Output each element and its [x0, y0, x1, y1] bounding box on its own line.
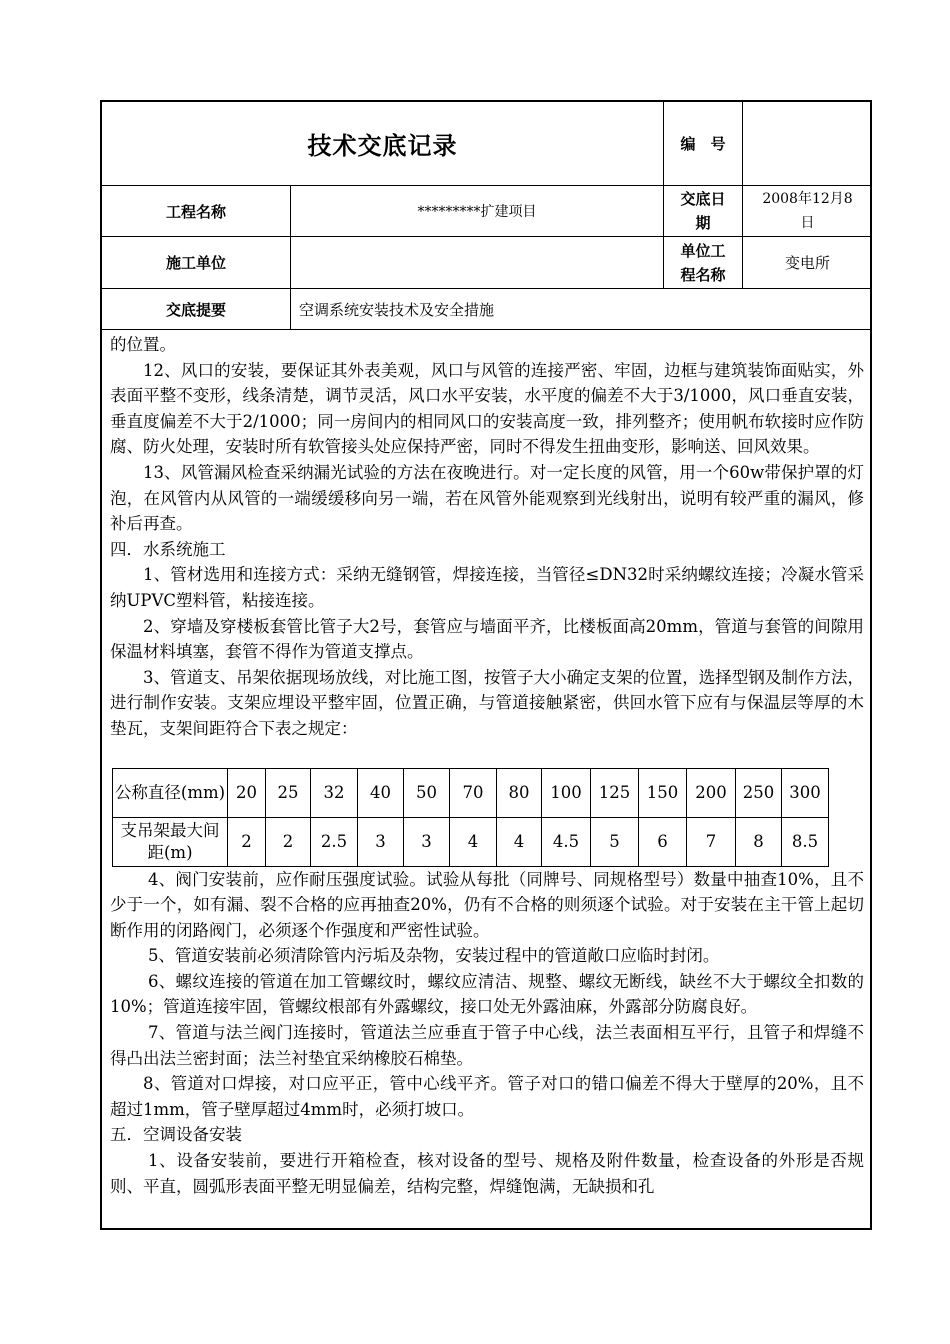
table-cell: 6: [639, 817, 687, 866]
unit-project-label: 单位工程名称: [680, 241, 726, 284]
paragraph: 8、管道对口焊接，对口应平正，管中心线平齐。管子对口的错口偏差不得大于壁厚的20%，且不超过1mm，管子壁厚超过4mm时，必须打坡口。: [110, 1074, 864, 1119]
table-header-cell: 公称直径(mm): [113, 768, 228, 817]
table-cell: 70: [450, 768, 497, 817]
paragraph: 的位置。: [110, 335, 176, 354]
table-cell: 20: [228, 768, 266, 817]
table-cell: 3: [404, 817, 450, 866]
paragraph: 1、管材选用和连接方式：采纳无缝钢管，焊接连接，当管径≤DN32时采纳螺纹连接；冷凝水管采纳UPVC塑料管，粘接连接。: [110, 565, 864, 610]
table-cell: 80: [497, 768, 542, 817]
date-label: 交底日期: [680, 190, 726, 232]
construction-unit-label: 施工单位: [165, 254, 226, 272]
table-row: [113, 768, 829, 817]
paragraph: 13、风管漏风检查采纳漏光试验的方法在夜晚进行。对一定长度的风管，用一个60w带保护罩的灯泡，在风管内从风管的一端缓缓移向另一端，若在风管外能观察到光线射出，说明有较严重的漏风，修补后再查。: [110, 462, 864, 534]
table-cell: 150: [639, 768, 687, 817]
section-heading: 五．空调设备安装: [110, 1125, 242, 1145]
paragraph: 2、穿墙及穿楼板套管比管子大2号，套管应与墙面平齐，比楼板面高20mm，管道与套管的间隙用保温材料填塞，套管不得作为管道支撑点。: [110, 616, 864, 662]
section-heading: 四．水系统施工: [110, 539, 226, 559]
paragraph: 4、阀门安装前，应作耐压强度试验。试验从每批（同牌号、同规格型号）数量中抽查10%，且不少于一个，如有漏、裂不合格的应再抽查20%，仍有不合格的则须逐个试验。对于安装在主干管上起切断作用的闭路阀门，必须逐个作强度和严密性试验。: [110, 869, 864, 940]
table-cell: 32: [311, 768, 358, 817]
table-cell: 250: [736, 768, 782, 817]
date-value: 2008年12月8日: [762, 191, 853, 231]
table-cell: 200: [687, 768, 736, 817]
construction-unit-value: [291, 237, 663, 288]
record-title: 技术交底记录: [307, 132, 458, 160]
body-content: [110, 332, 864, 1199]
table-cell: 7: [687, 817, 736, 866]
table-cell: 5: [591, 817, 639, 866]
table-cell: 8.5: [782, 817, 829, 866]
project-name-label: 工程名称: [165, 202, 226, 221]
table-header-cell: 支吊架最大间距(m): [113, 817, 228, 866]
header-grid: [102, 102, 870, 330]
paragraph: 7、管道与法兰阀门连接时，管道法兰应垂直于管子中心线，法兰表面相互平行，且管子和焊缝不得凸出法兰密封面；法兰衬垫宜采纳橡胶石棉垫。: [110, 1023, 864, 1068]
table-cell: 2: [266, 817, 311, 866]
table-cell: 3: [358, 817, 404, 866]
paragraph: 3、管道支、吊架依据现场放线，对比施工图，按管子大小确定支架的位置，选择型钢及制作方法，进行制作安装。支架应埋设平整牢固，位置正确，与管道接触紧密，供回水管下应有与保温层等厚的木垫瓦，支架间距符合下表之规定：: [110, 667, 864, 738]
paragraph: 6、螺纹连接的管道在加工管螺纹时，螺纹应清洁、规整、螺纹无断线，缺丝不大于螺纹全扣数的10%；管道连接牢固，管螺纹根部有外露螺纹，接口处无外露油麻，外露部分防腐良好。: [110, 971, 864, 1017]
project-name-value: *********扩建项目: [417, 204, 537, 220]
paragraph: 1、设备安装前，要进行开箱检查，核对设备的型号、规格及附件数量，检查设备的外形是否规则、平直，圆弧形表面平整无明显偏差，结构完整，焊缝饱满，无缺损和孔: [110, 1151, 864, 1196]
summary-label: 交底提要: [165, 300, 226, 319]
table-cell: 300: [782, 768, 829, 817]
header-rule: [102, 329, 870, 330]
paragraph: 5、管道安装前必须清除管内污垢及杂物，安装过程中的管道敞口应临时封闭。: [147, 946, 720, 966]
table-cell: 2.5: [311, 817, 358, 866]
table-cell: 4.5: [542, 817, 591, 866]
table-cell: 50: [404, 768, 450, 817]
summary-value: 空调系统安装技术及安全措施: [299, 300, 495, 319]
table-cell: 25: [266, 768, 311, 817]
unit-project-value: 变电所: [784, 254, 830, 272]
table-cell: 40: [358, 768, 404, 817]
table-cell: 100: [542, 768, 591, 817]
support-spacing-table: [112, 768, 829, 867]
table-row: [113, 817, 829, 866]
table-cell: 8: [736, 817, 782, 866]
paragraph: 12、风口的安装，要保证其外表美观，风口与风管的连接严密、牢固，边框与建筑装饰面贴实，外表面平整不变形，线条清楚，调节灵活，风口水平安装，水平度的偏差不大于3/1000，风口垂直安装，垂直度偏差不大于2/1000；同一房间内的相同风口的安装高度一致，排列整齐；使用帆布软接时应作防腐、防火处理，安装时所有软管接头处应保持严密，同时不得发生扭曲变形，影响送、回风效果。: [110, 360, 864, 457]
number-value: [743, 102, 872, 185]
table-cell: 2: [228, 817, 266, 866]
table-cell: 125: [591, 768, 639, 817]
number-label: 编 号: [680, 135, 726, 153]
document-sheet: [100, 100, 872, 1230]
table-cell: 4: [450, 817, 497, 866]
table-cell: 4: [497, 817, 542, 866]
